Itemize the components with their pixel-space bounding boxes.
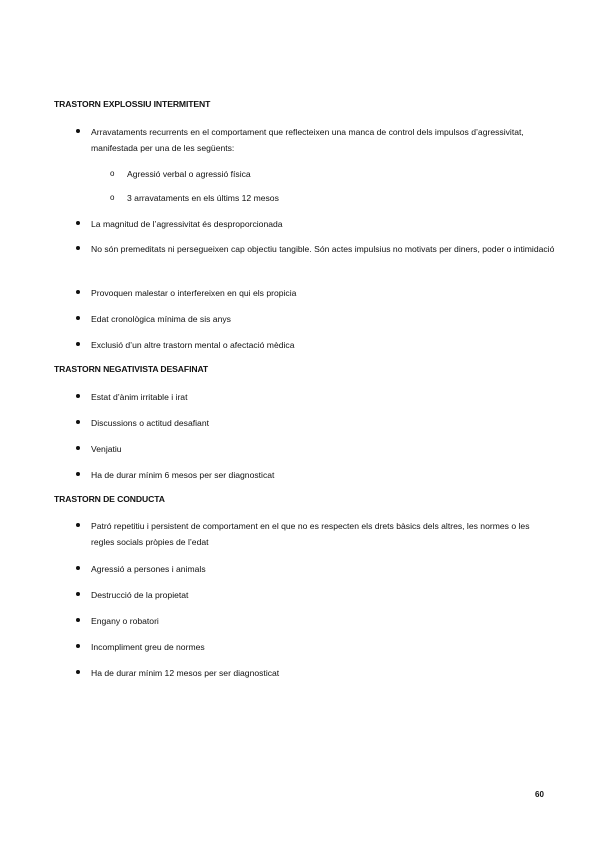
bullet-icon [76, 129, 80, 133]
bullet-icon [76, 618, 80, 622]
bullet-icon [76, 290, 80, 294]
bullet-icon [76, 644, 80, 648]
bullet-icon [76, 670, 80, 674]
bullet-icon [76, 523, 80, 527]
bullet-icon [76, 566, 80, 570]
bullet-icon [76, 472, 80, 476]
section-heading-trastorn-negativista: TRASTORN NEGATIVISTA DESAFINAT [54, 364, 209, 374]
bullet-icon [76, 342, 80, 346]
section-heading-trastorn-conducta: TRASTORN DE CONDUCTA [54, 494, 165, 504]
circle-bullet-icon: o [110, 169, 115, 178]
bullet-icon [76, 446, 80, 450]
bullet-icon [76, 221, 80, 225]
bullet-icon [76, 592, 80, 596]
bullet-icon [76, 246, 80, 250]
bullet-icon [76, 394, 80, 398]
bullet-icon [76, 316, 80, 320]
section-heading-trastorn-explossiu: TRASTORN EXPLOSSIU INTERMITENT [54, 99, 211, 109]
circle-bullet-icon: o [110, 193, 115, 202]
bullet-icon [76, 420, 80, 424]
page-number: 60 [535, 790, 544, 799]
document-page: TRASTORN EXPLOSSIU INTERMITENT Arravataments recurrents en el comportament que reflecteixen una manca de control dels impulsos d’agressivitat, manifestada per una de les següents: o Agressió verbal o agressió física o 3 arravataments en els últims 12 mesos La magnitud de l’agressivitat és desproporcionada No són premeditats ni persegueixen cap objectiu tangible. Són actes impulsius no motivats per diners, poder o intimidació Provoquen malestar o interfereixen en qui els propicia Edat cronològica mínima de sis anys Exclusió d’un altre trastorn mental o afectació mèdica TRASTORN NEGATIVISTA DESAFINAT Estat d’ànim irritable i irat Discussions o actitud desafiant Venjatiu Ha de durar mínim 6 mesos per ser diagnosticat TRASTORN DE CONDUCTA Patró repetitiu i persistent de comportament en el que no es respecten els drets bàsics dels altres, les normes o les regles socials pròpies de l’edat Agressió a persones i animals Destrucció de la propietat Engany o robatori Incompliment greu de normes Ha de durar mínim 12 mesos per ser diagnosticat 60 [54, 99, 555, 799]
